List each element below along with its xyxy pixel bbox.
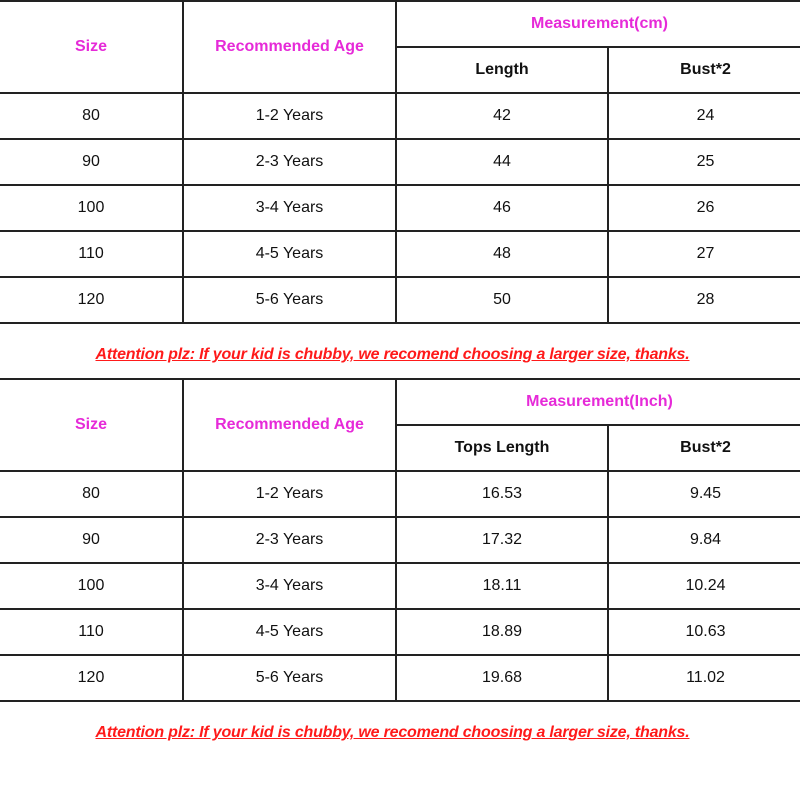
size-header: Size [0, 379, 183, 471]
length-cell: 46 [396, 185, 608, 231]
length-cell: 16.53 [396, 471, 608, 517]
bust-cell: 10.63 [608, 609, 800, 655]
length-cell: 48 [396, 231, 608, 277]
age-cell: 2-3 Years [183, 517, 396, 563]
length-cell: 18.89 [396, 609, 608, 655]
bust-cell: 26 [608, 185, 800, 231]
measurement-header: Measurement(cm) [396, 1, 800, 47]
age-cell: 1-2 Years [183, 93, 396, 139]
size-cell: 100 [0, 563, 183, 609]
table-row [0, 609, 800, 655]
size-cell: 90 [0, 139, 183, 185]
size-table-cm [0, 0, 800, 324]
length-cell: 50 [396, 277, 608, 323]
age-cell: 3-4 Years [183, 563, 396, 609]
size-table-inch [0, 378, 800, 702]
table-row [0, 655, 800, 701]
age-cell: 4-5 Years [183, 231, 396, 277]
table-row [0, 93, 800, 139]
age-cell: 1-2 Years [183, 471, 396, 517]
size-cell: 80 [0, 471, 183, 517]
size-cell: 110 [0, 609, 183, 655]
size-cell: 100 [0, 185, 183, 231]
bust-header: Bust*2 [608, 47, 800, 93]
bust-cell: 9.45 [608, 471, 800, 517]
bust-cell: 28 [608, 277, 800, 323]
length-cell: 44 [396, 139, 608, 185]
chubby-notice: Attention plz: If your kid is chubby, we recomend choosing a larger size, thanks. [95, 724, 690, 741]
table-row [0, 471, 800, 517]
table-row [0, 139, 800, 185]
bust-cell: 25 [608, 139, 800, 185]
table-row [0, 277, 800, 323]
table-row [0, 563, 800, 609]
length-cell: 19.68 [396, 655, 608, 701]
length-cell: 17.32 [396, 517, 608, 563]
measurement-header: Measurement(Inch) [396, 379, 800, 425]
chubby-notice: Attention plz: If your kid is chubby, we recomend choosing a larger size, thanks. [95, 346, 690, 363]
bust-header: Bust*2 [608, 425, 800, 471]
size-cell: 120 [0, 277, 183, 323]
length-cell: 18.11 [396, 563, 608, 609]
size-cell: 110 [0, 231, 183, 277]
size-cell: 80 [0, 93, 183, 139]
bust-cell: 10.24 [608, 563, 800, 609]
age-cell: 3-4 Years [183, 185, 396, 231]
recommended-age-header: Recommended Age [183, 1, 396, 93]
age-cell: 5-6 Years [183, 655, 396, 701]
bust-cell: 27 [608, 231, 800, 277]
bust-cell: 11.02 [608, 655, 800, 701]
tops-length-header: Tops Length [396, 425, 608, 471]
table-row [0, 231, 800, 277]
length-cell: 42 [396, 93, 608, 139]
size-cell: 90 [0, 517, 183, 563]
bust-cell: 24 [608, 93, 800, 139]
table-row [0, 185, 800, 231]
age-cell: 5-6 Years [183, 277, 396, 323]
size-cell: 120 [0, 655, 183, 701]
table-row [0, 517, 800, 563]
recommended-age-header: Recommended Age [183, 379, 396, 471]
length-header: Length [396, 47, 608, 93]
size-header: Size [0, 1, 183, 93]
age-cell: 4-5 Years [183, 609, 396, 655]
bust-cell: 9.84 [608, 517, 800, 563]
age-cell: 2-3 Years [183, 139, 396, 185]
